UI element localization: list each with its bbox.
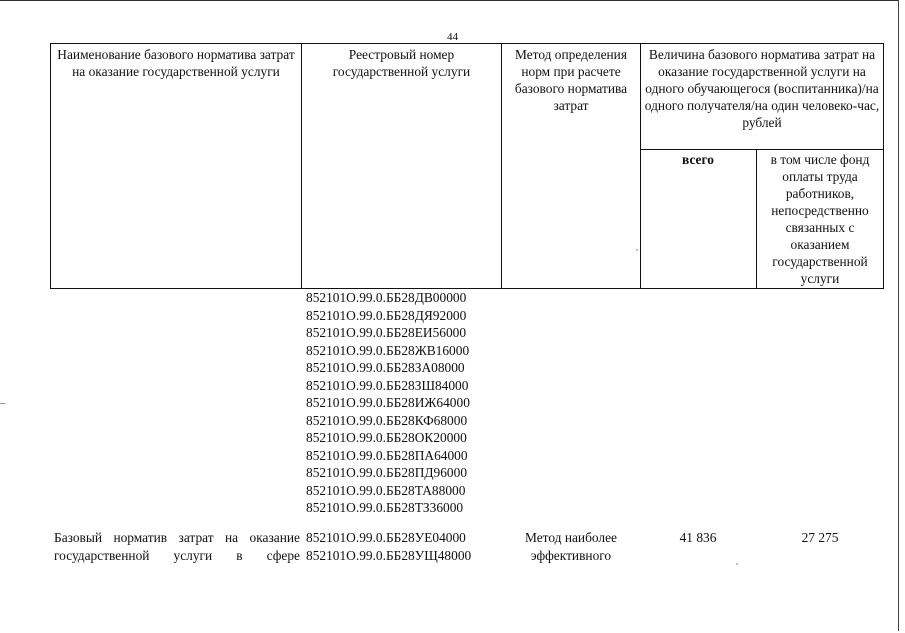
registry-code: 852101О.99.0.ББ28ОК20000: [306, 430, 467, 445]
header-norm-value-group: Величина базового норматива затрат на оказание государственной услуги на одного обучающегося (воспитанника)/на одного получателя/на один человеко-час, рублей: [644, 47, 880, 130]
row-codes-cell: [306, 529, 471, 564]
continued-registry-codes: [306, 289, 470, 517]
registry-code: 852101О.99.0.ББ28ДВ00000: [306, 290, 467, 305]
scan-speck: [636, 249, 638, 251]
registry-code: 852101О.99.0.ББ28ПД96000: [306, 465, 468, 480]
row-method-cell: [503, 529, 639, 564]
header-payroll: в том числе фонд оплаты труда работников, непосредственно связанных с оказанием государственной услуги: [770, 152, 870, 286]
col-divider-1: [301, 43, 302, 289]
registry-code: 852101О.99.0.ББ28ЗШ84000: [306, 377, 469, 393]
table-top-border: [50, 43, 884, 44]
row-method-line: Метод наиболее: [525, 530, 617, 545]
table-left-border: [50, 43, 51, 289]
row-total-value: 41 836: [679, 530, 717, 545]
table-right-border: [883, 43, 884, 289]
registry-code: 852101О.99.0.ББ28ЖВ16000: [306, 342, 470, 358]
registry-code: 852101О.99.0.ББ28ДЯ92000: [306, 307, 467, 323]
row-name-cell: [54, 529, 300, 564]
page-number: 44: [447, 31, 458, 43]
subheader-divider: [640, 149, 884, 150]
header-method: Метод определения норм при расчете базового норматива затрат: [514, 47, 628, 113]
col-divider-4: [756, 149, 757, 289]
registry-code: 852101О.99.0.ББ28ТЗ36000: [306, 500, 464, 515]
row-method-line: эффективного: [530, 547, 612, 563]
header-registry-number: Реестровый номер государственной услуги: [332, 47, 471, 79]
row-name-line: Базовый норматив затрат на оказание: [54, 530, 300, 545]
registry-code: 852101О.99.0.ББ28УЕ04000: [306, 530, 466, 545]
header-table: [50, 43, 884, 289]
registry-code: 852101О.99.0.ББ28ЕИ56000: [306, 325, 467, 340]
header-base-norm-name: Наименование базового норматива затрат на оказание государственной услуги: [57, 47, 295, 79]
registry-code: 852101О.99.0.ББ28ИЖ64000: [306, 395, 470, 410]
registry-code: 852101О.99.0.ББ28КФ68000: [306, 412, 468, 428]
row-name-line: государственной услуги в сфере: [54, 547, 300, 563]
registry-code: 852101О.99.0.ББ28ЗА08000: [306, 360, 465, 375]
col-divider-2: [501, 43, 502, 289]
registry-code: 852101О.99.0.ББ28ПА64000: [306, 447, 468, 463]
header-total: всего: [682, 152, 714, 167]
registry-code: 852101О.99.0.ББ28ТА88000: [306, 482, 466, 498]
scan-edge-mark: [0, 403, 5, 404]
col-divider-3: [640, 43, 641, 289]
scan-speck: [736, 563, 738, 565]
registry-code: 852101О.99.0.ББ28УЩ48000: [306, 547, 472, 563]
row-payroll-value: 27 275: [801, 530, 839, 545]
